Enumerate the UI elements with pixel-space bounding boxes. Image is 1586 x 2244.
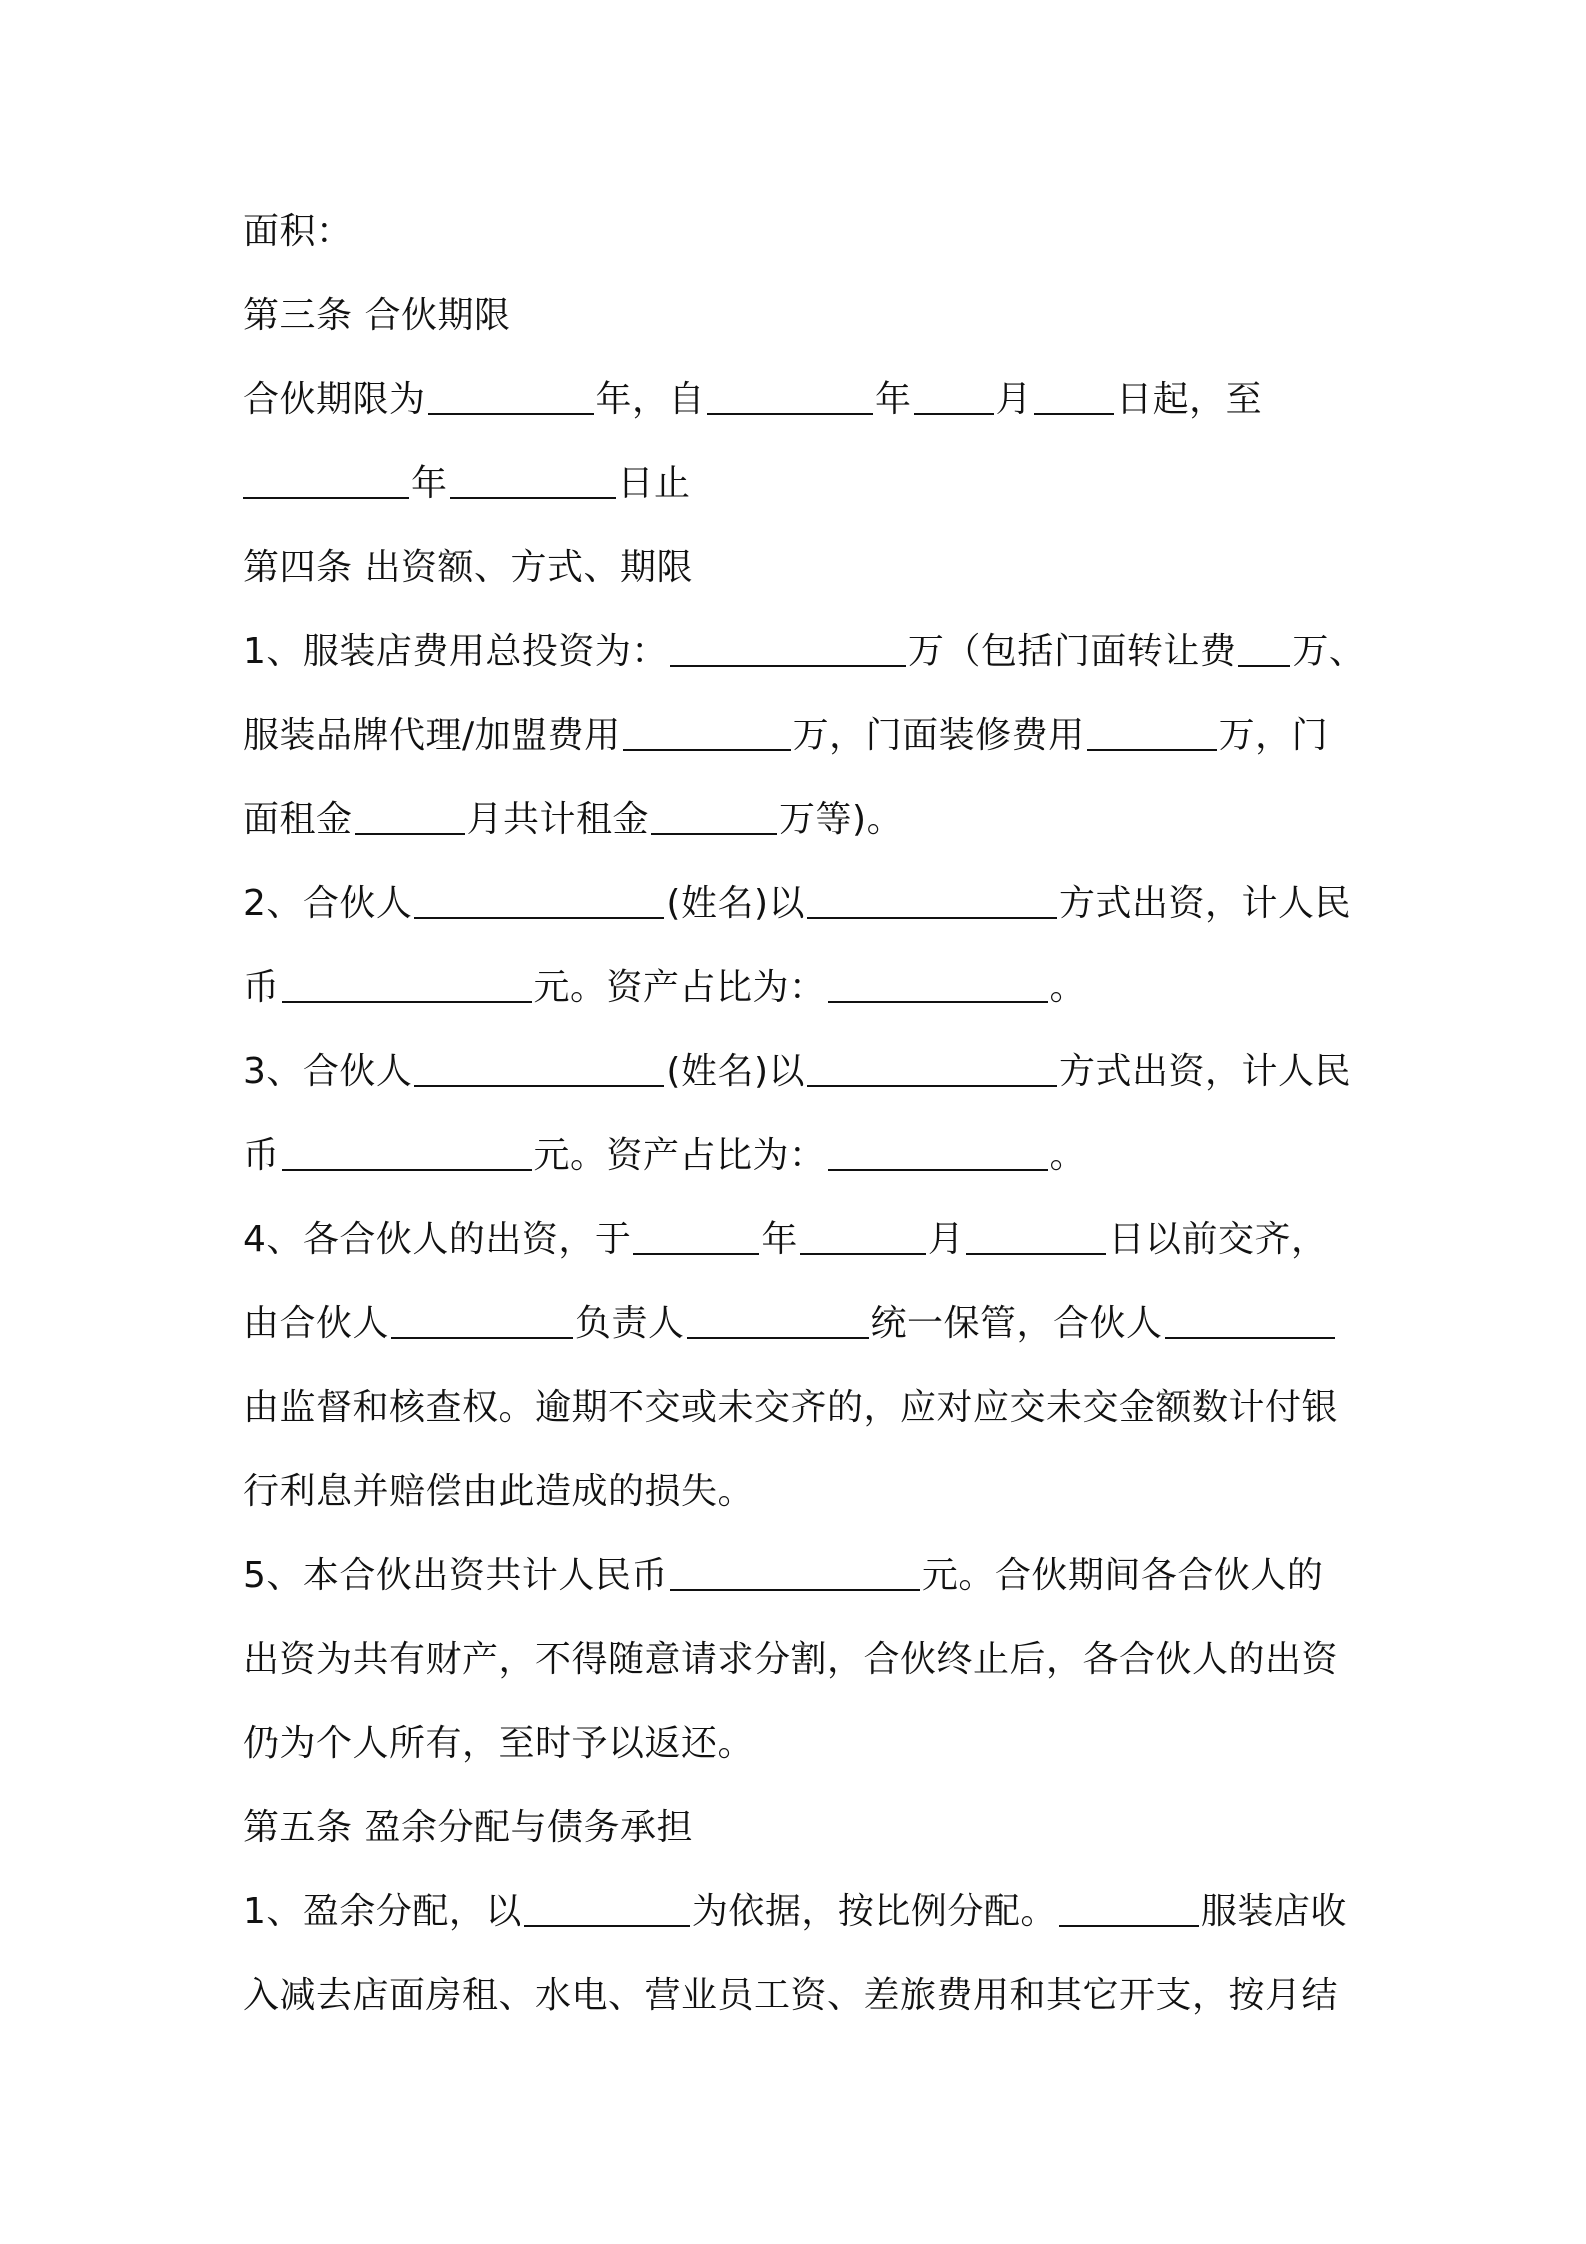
text-segment: 出资为共有财产，不得随意请求分割，合伙终止后，各合伙人的出资 <box>243 1639 1339 1680</box>
clause-4-1-line-3 <box>243 778 1363 862</box>
fill-blank[interactable] <box>243 496 409 499</box>
article-5-title: 第五条 盈余分配与债务承担 <box>243 1807 693 1848</box>
fill-blank[interactable] <box>800 1252 926 1255</box>
text-segment: 日以前交齐， <box>1108 1219 1328 1260</box>
term-end-line <box>243 442 1363 526</box>
text-segment: 2、合伙人 <box>243 883 413 924</box>
text-segment: 4、各合伙人的出资，于 <box>243 1219 632 1260</box>
text-segment: 元。资产占比为： <box>533 1135 826 1176</box>
text-segment: 由合伙人 <box>243 1303 390 1344</box>
clause-4-3-line-2 <box>243 1114 1363 1198</box>
fill-blank[interactable] <box>633 1252 759 1255</box>
fill-blank[interactable] <box>1238 664 1290 667</box>
text-segment: 服装品牌代理/加盟费用 <box>243 715 621 756</box>
fill-blank[interactable] <box>828 1168 1048 1171</box>
text-segment: 3、合伙人 <box>243 1051 413 1092</box>
text-segment: 元。合伙期间各合伙人的 <box>921 1555 1324 1596</box>
fill-blank[interactable] <box>807 916 1057 919</box>
fill-blank[interactable] <box>914 412 994 415</box>
fill-blank[interactable] <box>1034 412 1114 415</box>
text-segment: 。 <box>1049 967 1087 1008</box>
text-segment: 月 <box>927 1219 965 1260</box>
text-segment: 负责人 <box>575 1303 685 1344</box>
text-segment: 仍为个人所有，至时予以返还。 <box>243 1723 755 1764</box>
area-label: 面积： <box>243 211 353 252</box>
fill-blank[interactable] <box>651 832 777 835</box>
fill-blank[interactable] <box>414 916 664 919</box>
fill-blank[interactable] <box>355 832 465 835</box>
term-line <box>243 358 1363 442</box>
text-segment: 1、盈余分配，以 <box>243 1891 522 1932</box>
clause-4-1-line-1 <box>243 610 1366 694</box>
text-segment: 万、 <box>1292 631 1366 672</box>
text-segment: 方式出资，计人民 <box>1059 883 1352 924</box>
text-segment: 服装店收 <box>1200 1891 1347 1932</box>
fill-blank[interactable] <box>524 1924 690 1927</box>
text-segment: 日止 <box>617 463 691 504</box>
clause-5-1-line-2 <box>243 1954 1363 2038</box>
clause-4-5-line-1 <box>243 1534 1363 1618</box>
text-segment: 。 <box>1049 1135 1087 1176</box>
text-segment: 方式出资，计人民 <box>1059 1051 1352 1092</box>
area-line <box>243 190 1363 274</box>
text-segment: 年 <box>875 379 912 420</box>
clause-4-4-line-2 <box>243 1282 1363 1366</box>
text-segment: (姓名)以 <box>666 883 805 924</box>
fill-blank[interactable] <box>623 748 791 751</box>
clause-4-4-line-3 <box>243 1366 1363 1450</box>
text-segment: 年 <box>411 463 448 504</box>
text-segment: 日起，至 <box>1116 379 1263 420</box>
fill-blank[interactable] <box>687 1336 869 1339</box>
fill-blank[interactable] <box>282 1168 532 1171</box>
article-3-title: 第三条 合伙期限 <box>243 295 511 336</box>
text-segment: 币 <box>243 1135 280 1176</box>
clause-4-2-line-2 <box>243 946 1363 1030</box>
fill-blank[interactable] <box>1165 1336 1335 1339</box>
fill-blank[interactable] <box>670 1588 920 1591</box>
text-segment: 为依据，按比例分配。 <box>691 1891 1057 1932</box>
article-5-heading <box>243 1786 1363 1870</box>
text-segment: 入减去店面房租、水电、营业员工资、差旅费用和其它开支，按月结 <box>243 1975 1339 2016</box>
clause-4-4-line-1 <box>243 1198 1363 1282</box>
fill-blank[interactable] <box>707 412 873 415</box>
fill-blank[interactable] <box>282 1000 532 1003</box>
clause-5-1-line-1 <box>243 1870 1363 1954</box>
fill-blank[interactable] <box>450 496 616 499</box>
text-segment: 5、本合伙出资共计人民币 <box>243 1555 668 1596</box>
clause-4-4-line-4 <box>243 1450 1363 1534</box>
fill-blank[interactable] <box>391 1336 573 1339</box>
fill-blank[interactable] <box>428 412 594 415</box>
text-segment: 统一保管，合伙人 <box>870 1303 1163 1344</box>
fill-blank[interactable] <box>807 1084 1057 1087</box>
text-segment: 年，自 <box>595 379 706 420</box>
text-segment: 月共计租金 <box>466 799 650 840</box>
text-segment: 万（包括门面转让费 <box>907 631 1237 672</box>
fill-blank[interactable] <box>1059 1924 1199 1927</box>
clause-4-3-line-1 <box>243 1030 1363 1114</box>
clause-4-1-line-2 <box>243 694 1363 778</box>
article-3-heading <box>243 274 1363 358</box>
clause-4-5-line-3 <box>243 1702 1363 1786</box>
text-segment: (姓名)以 <box>666 1051 805 1092</box>
text-segment: 行利息并赔偿由此造成的损失。 <box>243 1471 755 1512</box>
clause-4-5-line-2 <box>243 1618 1363 1702</box>
fill-blank[interactable] <box>1087 748 1217 751</box>
text-segment: 元。资产占比为： <box>533 967 826 1008</box>
text-segment: 由监督和核查权。逾期不交或未交齐的，应对应交未交金额数计付银 <box>243 1387 1339 1428</box>
text-segment: 万等)。 <box>779 799 904 840</box>
fill-blank[interactable] <box>414 1084 664 1087</box>
text-segment: 万，门 <box>1218 715 1329 756</box>
article-4-heading <box>243 526 1363 610</box>
fill-blank[interactable] <box>670 664 906 667</box>
article-4-title: 第四条 出资额、方式、期限 <box>243 547 693 588</box>
contract-body <box>243 190 1366 2038</box>
fill-blank[interactable] <box>966 1252 1106 1255</box>
text-segment: 月 <box>995 379 1033 420</box>
text-segment: 年 <box>761 1219 798 1260</box>
fill-blank[interactable] <box>828 1000 1048 1003</box>
text-segment: 1、服装店费用总投资为： <box>243 631 668 672</box>
clause-4-2-line-1 <box>243 862 1363 946</box>
text-segment: 万，门面装修费用 <box>792 715 1085 756</box>
text-segment: 币 <box>243 967 280 1008</box>
text-segment: 面租金 <box>243 799 353 840</box>
text-segment: 合伙期限为 <box>243 379 426 420</box>
